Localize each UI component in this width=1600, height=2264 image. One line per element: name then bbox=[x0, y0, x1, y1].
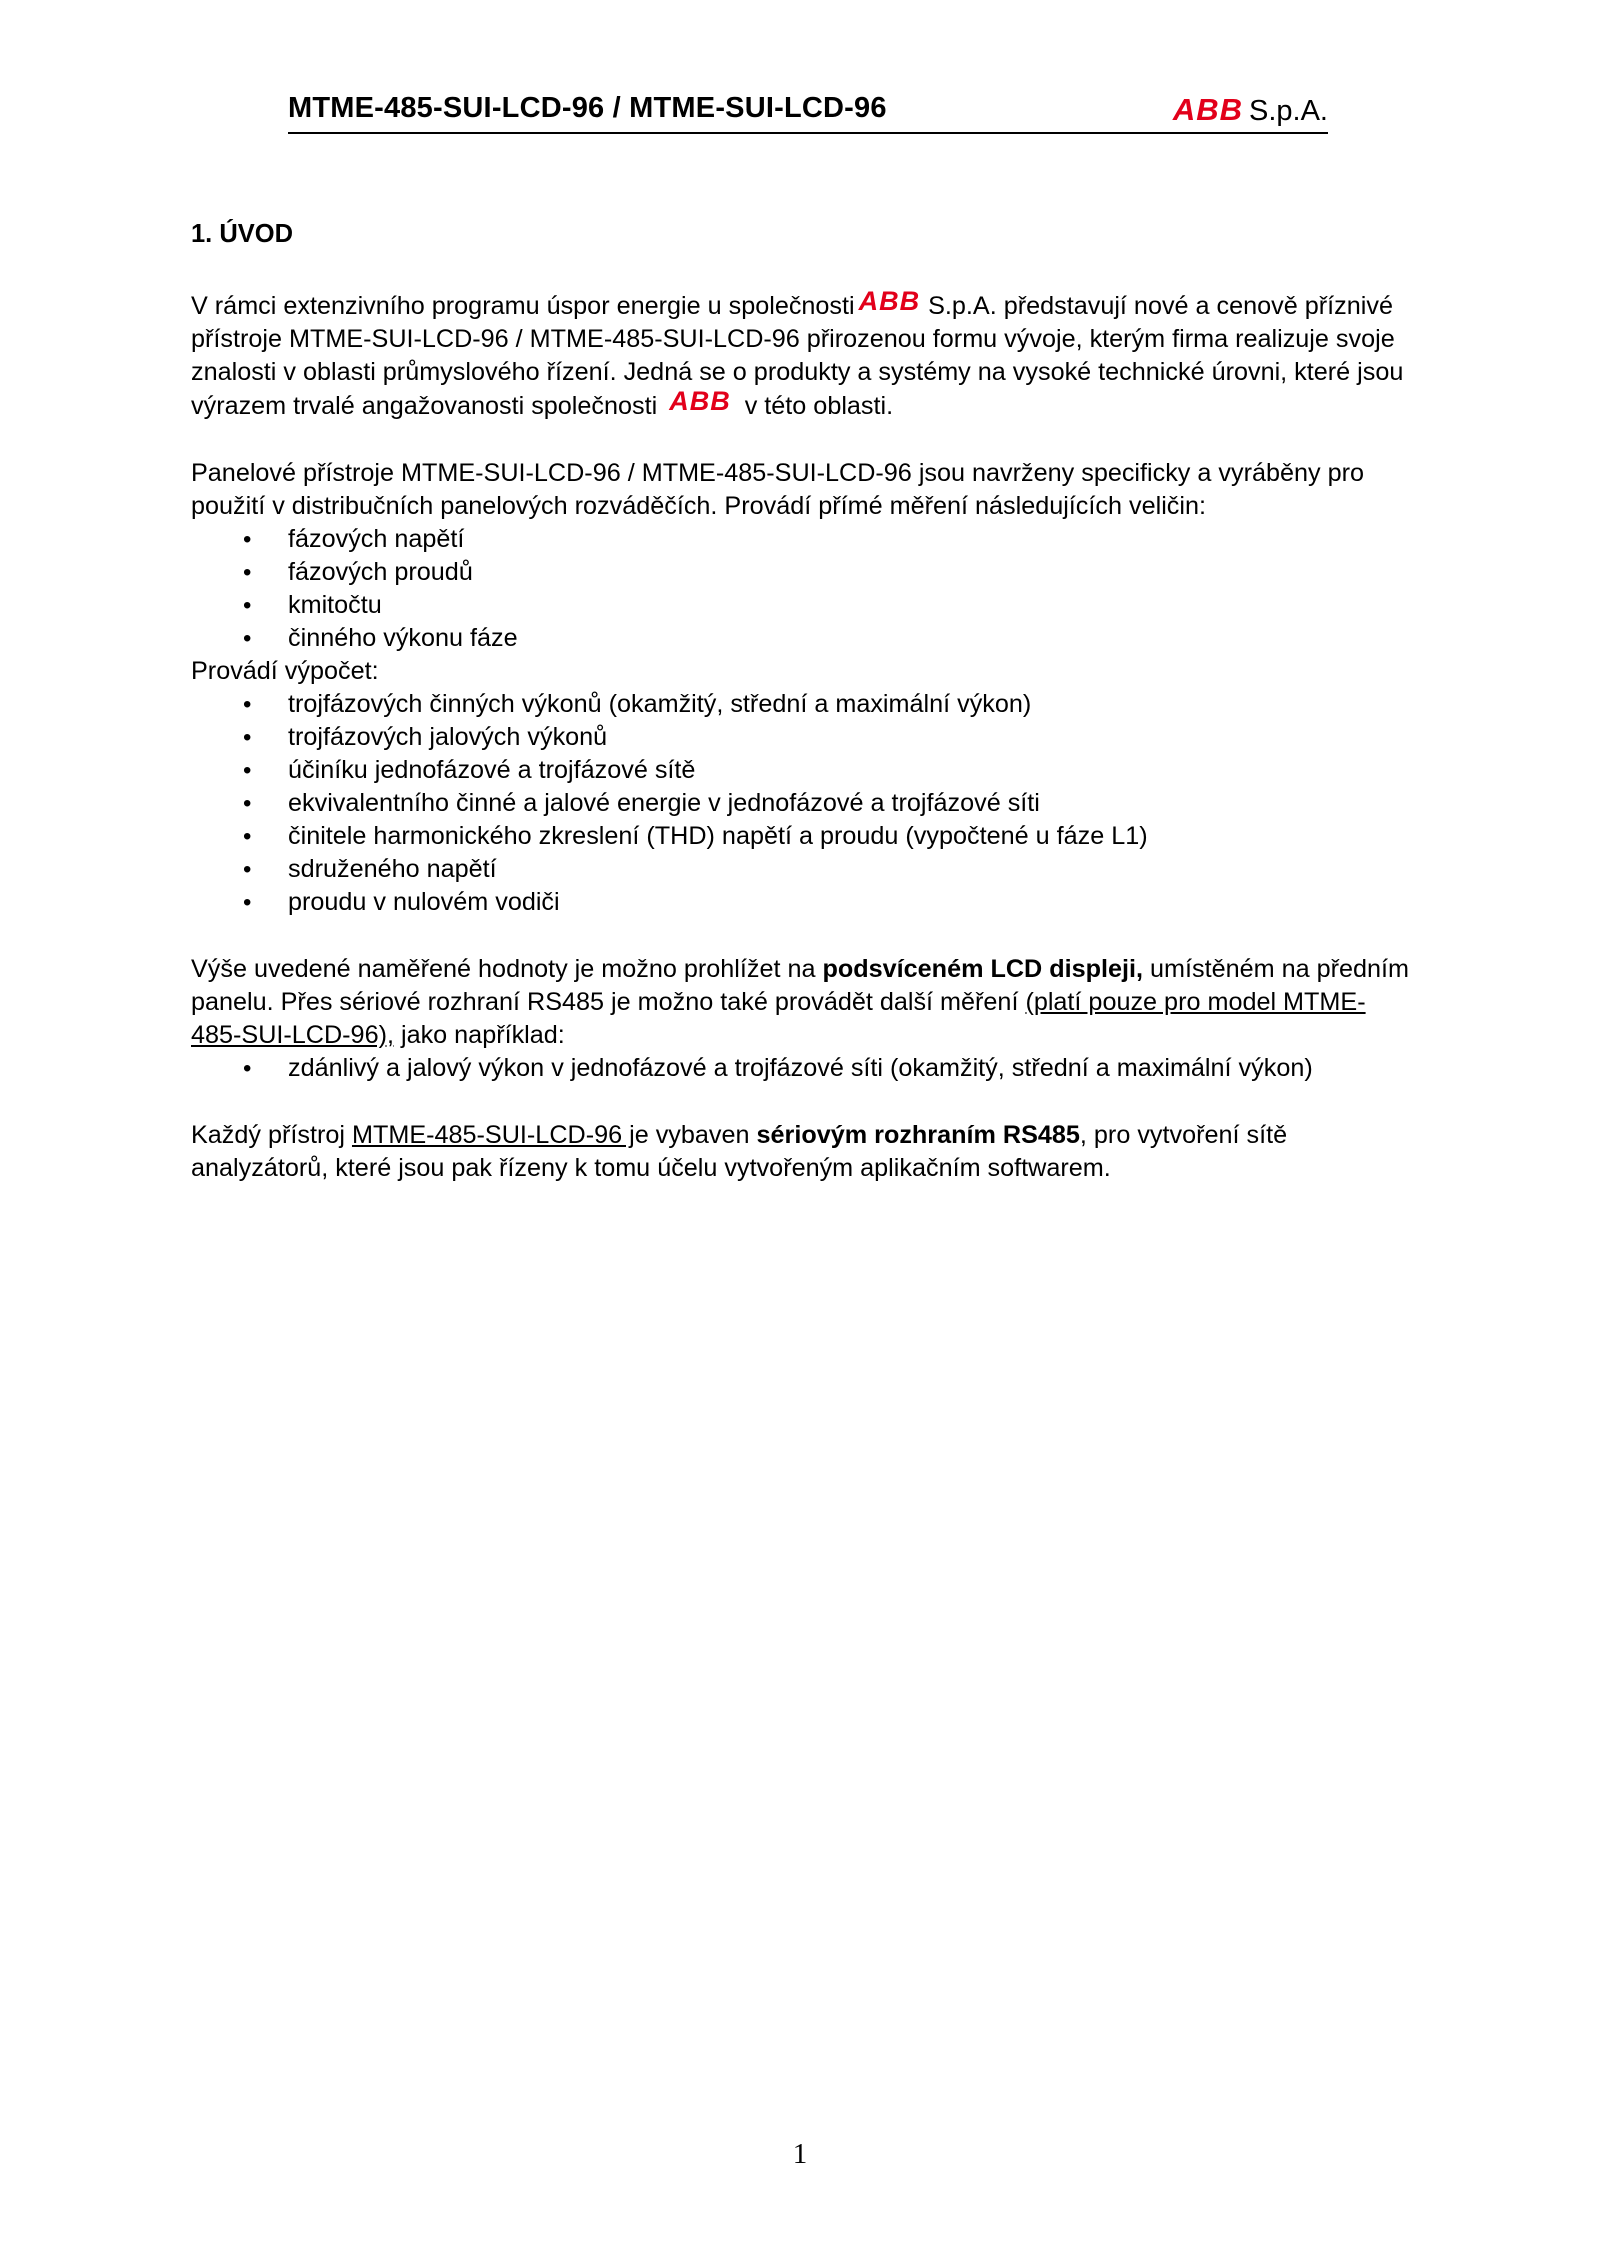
display-text-3: jako například: bbox=[400, 1021, 565, 1049]
display-text-2: umístěném na předním panelu. Přes sériové rozhraní RS485 je možno také provádět další měření bbox=[191, 955, 1410, 1016]
intro-text-2: S.p.A. představují nové a cenově příznivé přístroje MTME-SUI-LCD-96 / MTME-485-SUI-LCD-96 přirozenou formu vývoje, kterým firma realizuje svoje znalosti v oblasti průmyslového řízení. Jedná se o produkty a systémy na vysoké technické úrovni, které jsou výrazem trvalé angažovanosti společnosti bbox=[191, 292, 1404, 420]
list-item: • účiníku jednofázové a trojfázové sítě bbox=[191, 754, 1411, 787]
calculation-list bbox=[191, 688, 1411, 919]
intro-text-1: V rámci extenzivního programu úspor energie u společnosti bbox=[191, 292, 855, 320]
measurement-list bbox=[191, 523, 1411, 655]
list-item: • zdánlivý a jalový výkon v jednofázové a trojfázové síti (okamžitý, střední a maximální výkon) bbox=[191, 1052, 1411, 1085]
display-underlined: (platí pouze pro model MTME-485-SUI-LCD-96), bbox=[191, 988, 1366, 1049]
list-item: • činného výkonu fáze bbox=[191, 622, 1411, 655]
intro-paragraph bbox=[191, 286, 1411, 423]
interface-underlined: MTME-485-SUI-LCD-96 j bbox=[351, 1121, 635, 1149]
abb-logo-inline: ABB bbox=[858, 286, 921, 316]
calc-label: Provádí výpočet: bbox=[191, 657, 379, 685]
section-heading: 1. ÚVOD bbox=[191, 220, 294, 248]
list-item: • ekvivalentního činné a jalové energie v jednofázové a trojfázové síti bbox=[191, 787, 1411, 820]
display-bold: podsvíceném LCD displeji, bbox=[822, 955, 1144, 983]
list-item: • trojfázových jalových výkonů bbox=[191, 721, 1411, 754]
list-item: • sdruženého napětí bbox=[191, 853, 1411, 886]
list-item: • činitele harmonického zkreslení (THD) napětí a proudu (vypočtené u fáze L1) bbox=[191, 820, 1411, 853]
interface-text-2: e vybaven bbox=[634, 1121, 750, 1149]
list-item: • proudu v nulovém vodiči bbox=[191, 886, 1411, 919]
display-paragraph bbox=[191, 953, 1411, 1052]
header-title: MTME-485-SUI-LCD-96 / MTME-SUI-LCD-96 bbox=[288, 92, 887, 124]
company-suffix: S.p.A. bbox=[1249, 95, 1328, 127]
header-brand bbox=[1173, 92, 1328, 128]
interface-paragraph bbox=[191, 1119, 1411, 1185]
intro-text-3: v této oblasti. bbox=[744, 392, 894, 420]
abb-logo: ABB bbox=[1172, 92, 1243, 127]
page-number: 1 bbox=[792, 2138, 808, 2170]
display-text-1: Výše uvedené naměřené hodnoty je možno prohlížet na bbox=[191, 955, 816, 983]
interface-text-3: , pro vytvoření sítě analyzátorů, které jsou pak řízeny k tomu účelu vytvořeným aplikačním softwarem. bbox=[191, 1121, 1288, 1182]
abb-logo-inline-2: ABB bbox=[669, 386, 731, 416]
document-body bbox=[191, 218, 1411, 1185]
panel-paragraph: Panelové přístroje MTME-SUI-LCD-96 / MTME-485-SUI-LCD-96 jsou navrženy specificky a vyráběny pro použití v distribučních panelových rozváděčích. Provádí přímé měření následujících veličin: bbox=[191, 459, 1365, 520]
list-item: • fázových napětí bbox=[191, 523, 1411, 556]
interface-bold: sériovým rozhraním RS485 bbox=[756, 1121, 1080, 1149]
interface-text-1: Každý přístroj bbox=[191, 1121, 345, 1149]
list-item: • fázových proudů bbox=[191, 556, 1411, 589]
list-item: • kmitočtu bbox=[191, 589, 1411, 622]
page-header bbox=[288, 92, 1328, 134]
list-item: • trojfázových činných výkonů (okamžitý, střední a maximální výkon) bbox=[191, 688, 1411, 721]
rs485-measurement-list bbox=[191, 1052, 1411, 1085]
